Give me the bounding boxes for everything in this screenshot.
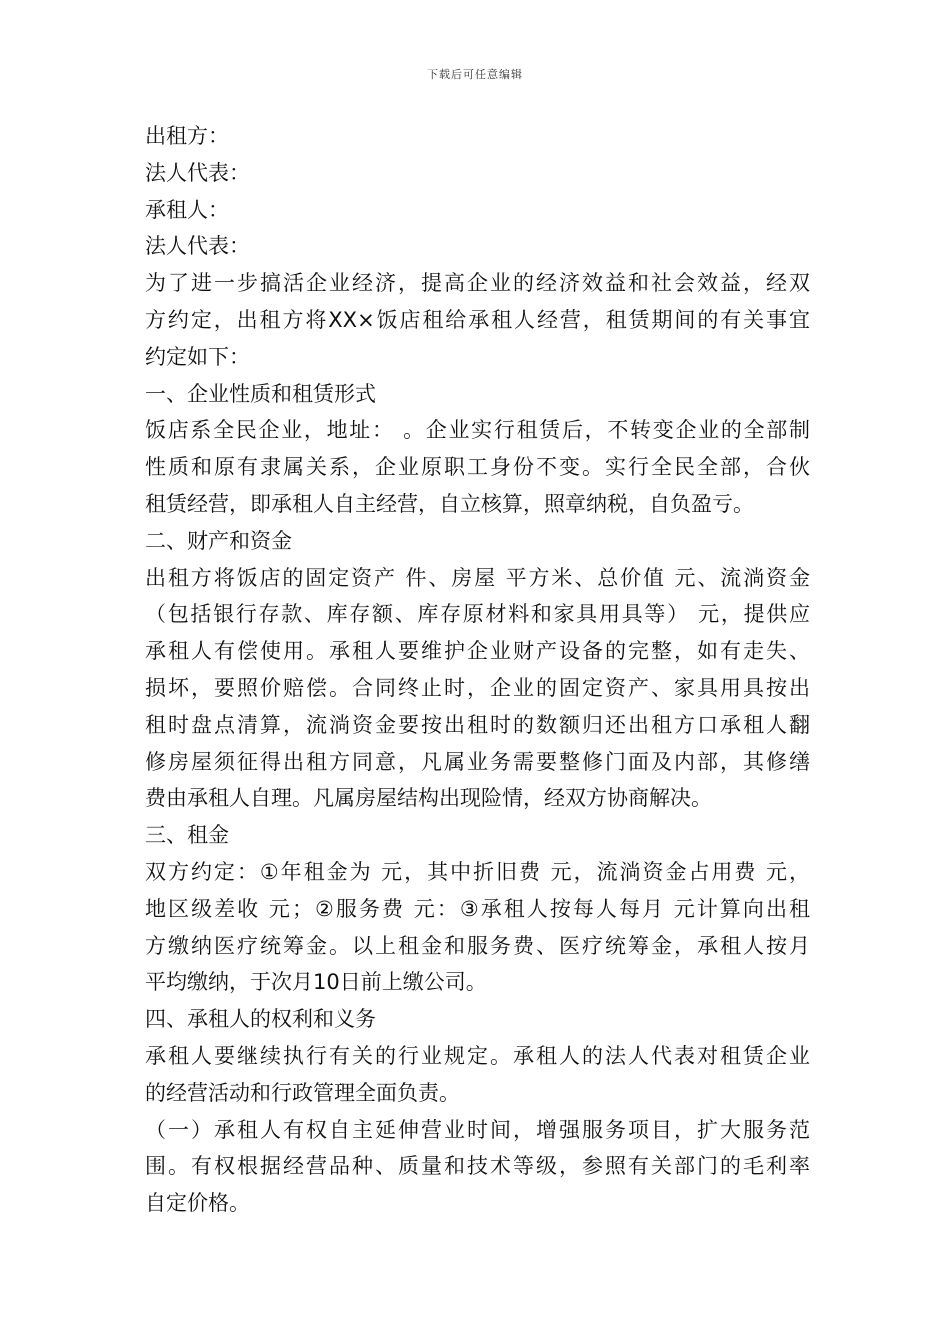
section-heading: 二、财产和资金	[145, 528, 292, 553]
paragraph-line: 平均缴纳，于次月10日前上缴公司。	[145, 970, 487, 995]
section-heading: 四、承租人的权利和义务	[145, 1007, 376, 1032]
paragraph-line: 为了进一步搞活企业经济，提高企业的经济效益和社会效益，经双	[145, 271, 810, 296]
paragraph-line: 承租人有偿使用。承租人要维护企业财产设备的完整，如有走失、	[145, 639, 810, 664]
lessee-legal-rep-line: 法人代表：	[145, 234, 250, 259]
document-body	[145, 118, 810, 1222]
section-heading: 三、租金	[145, 823, 229, 848]
paragraph-line: 双方约定：①年租金为 元，其中折旧费 元，流淌资金占用费 元，	[145, 859, 810, 884]
lessee-line: 承租人：	[145, 197, 229, 222]
paragraph-line: 方缴纳医疗统筹金。以上租金和服务费、医疗统筹金，承租人按月	[145, 933, 810, 958]
paragraph-line: 承租人要继续执行有关的行业规定。承租人的法人代表对租赁企业	[145, 1043, 810, 1068]
paragraph-line: 围。有权根据经营品种、质量和技术等级，参照有关部门的毛利率	[145, 1154, 810, 1179]
paragraph-line: 方约定，出租方将XX×饭店租给承租人经营，租赁期间的有关事宜	[145, 307, 810, 332]
paragraph-line: （包括银行存款、库存额、库存原材料和家具用具等） 元，提供应	[145, 602, 810, 627]
paragraph-line: 的经营活动和行政管理全面负责。	[145, 1080, 460, 1105]
paragraph-line: 费由承租人自理。凡属房屋结构出现险情，经双方协商解决。	[145, 786, 712, 811]
paragraph-line: 约定如下：	[145, 344, 250, 369]
section-heading: 一、企业性质和租赁形式	[145, 381, 376, 406]
paragraph-line: （一）承租人有权自主延伸营业时间，增强服务项目，扩大服务范	[145, 1117, 810, 1142]
paragraph-line: 自定价格。	[145, 1191, 250, 1216]
paragraph-line: 性质和原有隶属关系，企业原职工身份不变。实行全民全部，合伙	[145, 455, 810, 480]
paragraph-line: 修房屋须征得出租方同意，凡属业务需要整修门面及内部，其修缮	[145, 749, 810, 774]
paragraph-line: 租时盘点清算，流淌资金要按出租时的数额归还出租方口承租人翻	[145, 712, 810, 737]
paragraph-line: 地区级差收 元；②服务费 元：③承租人按每人每月 元计算向出租	[145, 896, 810, 921]
paragraph-line: 出租方将饭店的固定资产 件、房屋 平方米、总价值 元、流淌资金	[145, 565, 810, 590]
page-header-note: 下载后可任意编辑	[427, 68, 523, 81]
paragraph-line: 损坏，要照价赔偿。合同终止时，企业的固定资产、家具用具按出	[145, 675, 810, 700]
paragraph-line: 饭店系全民企业，地址： 。企业实行租赁后，不转变企业的全部制	[145, 418, 810, 443]
lessor-legal-rep-line: 法人代表：	[145, 160, 250, 185]
lessor-line: 出租方：	[145, 124, 229, 148]
paragraph-line: 租赁经营，即承租人自主经营，自立核算，照章纳税，自负盈亏。	[145, 491, 754, 516]
